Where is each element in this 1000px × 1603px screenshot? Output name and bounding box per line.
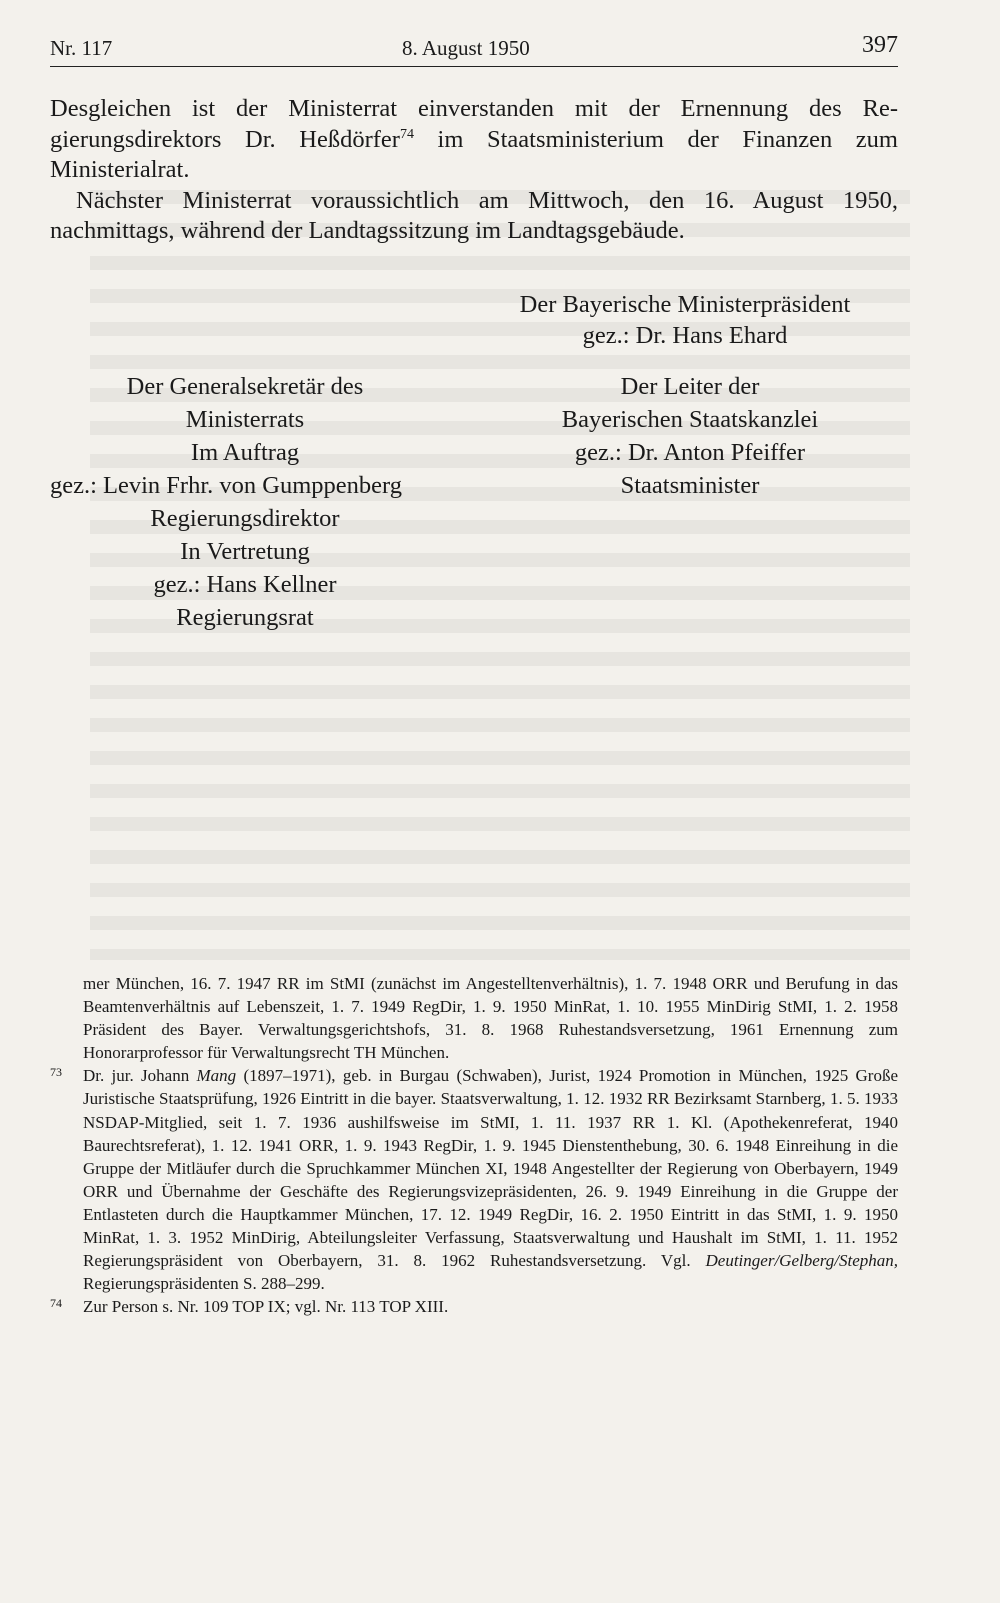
signature-secretary — [49, 370, 415, 634]
signature-line: gez.: Hans Kellner — [153, 571, 337, 598]
signature-line: Ministerrats — [185, 406, 305, 433]
paragraph-text: im Staatsministerium der Finanzen zum Ministerialrat. — [50, 125, 898, 183]
signature-name: gez.: Dr. Hans Ehard — [582, 321, 788, 349]
signature-line: Der Generalsekretär des — [126, 373, 364, 400]
footnote-text: Regierungspräsidenten S. 288–299. — [83, 1274, 325, 1294]
header-date: 8. August 1950 — [402, 36, 530, 60]
page-number: 397 — [862, 32, 898, 58]
paragraph-next-meeting: Nächster Ministerrat voraussichtlich am Mittwoch, den 16. August 1950, nachmittags, während der Landtagssitzung im Landtagsgebäude. — [50, 186, 898, 244]
signature-line: Regierungsrat — [176, 604, 314, 631]
paragraph-text: Desgleichen ist der Ministerrat einverstanden mit der Ernennung des Regierungsdirektors Dr. Heßdörfer — [50, 95, 898, 153]
signature-line: gez.: Dr. Anton Pfeiffer — [574, 439, 806, 466]
footnote-ref-74: 74 — [399, 126, 414, 142]
footnote-73 — [50, 1064, 899, 1295]
signature-title: Der Bayerische Ministerpräsident — [519, 291, 851, 318]
footnote-reference: Deutinger/Gelberg/Stephan, — [705, 1251, 898, 1271]
main-text — [50, 94, 898, 247]
signature-line: gez.: Levin Frhr. von Gumppenberg — [49, 472, 402, 499]
signature-line: Staatsminister — [620, 472, 760, 499]
signature-president — [490, 290, 880, 351]
footnote-text: Dr. jur. Johann — [83, 1066, 197, 1086]
footnotes — [50, 972, 898, 1318]
footnote-74 — [50, 1295, 898, 1318]
running-header — [50, 32, 898, 67]
signature-line: Im Auftrag — [190, 439, 300, 466]
footnote-person-name: Mang — [196, 1066, 237, 1086]
signature-line: Bayerischen Staatskanzlei — [561, 406, 819, 433]
signature-chancellery — [520, 370, 860, 502]
issue-number: Nr. 117 — [50, 36, 113, 60]
footnote-number: 74 — [50, 1296, 62, 1311]
signature-line: Regierungsdirektor — [150, 505, 340, 532]
footnote-text: Zur Person s. Nr. 109 TOP IX; vgl. Nr. 113 TOP XIII. — [83, 1297, 449, 1317]
signature-line: Der Leiter der — [620, 373, 760, 400]
paragraph-appointment — [50, 94, 898, 186]
signature-line: In Vertretung — [180, 538, 310, 565]
footnote-number: 73 — [50, 1065, 62, 1080]
footnote-continuation: mer München, 16. 7. 1947 RR im StMI (zunächst im Angestelltenverhältnis), 1. 7. 1948 ORR und Berufung in das Beamtenverhältnis auf Lebenszeit, 1. 7. 1949 RegDir, 1. 9. 1950 MinRat, 1. 10. 1955 MinDirig StMI, 1. 2. 1958 Präsident des Bayer. Verwaltungsgerichtshofs, 31. 8. 1968 Ruhestandsversetzung, 1961 Ernennung zum Honorarprofessor für Verwaltungsrecht TH München. — [83, 974, 898, 1063]
footnote-text: (1897–1971), geb. in Burgau (Schwaben), Jurist, 1924 Promotion in München, 1925 Große Juristische Staatsprüfung, 1926 Eintritt in die bayer. Staatsverwaltung, 1. 12. 1932 RR Bezirksamt Starnberg, 1. 5. 1933 NSDAP-Mitglied, seit 1. 7. 1936 aushilfsweise im StMI, 1. 11. 1937 RR 1. Kl. (Apothekenreferat, 1940 Baurechtsreferat), 1. 12. 1941 ORR, 1. 9. 1943 RegDir, 1. 9. 1945 Dienstenthebung, 30. 6. 1948 Einreihung in die Gruppe der Mitläufer durch die Spruchkammer München XI, 1948 Angestellter der Regierung von Oberbayern, 1949 ORR und Übernahme der Geschäfte des Regierungsvizepräsidenten, 26. 9. 1949 Einreihung in die Gruppe der Entlasteten durch die Hauptkammer München, 17. 12. 1949 RegDir, 16. 2. 1950 Eintritt in das StMI, 1. 9. 1950 MinRat, 1. 3. 1952 MinDirig, Abteilungsleiter Verfassung, Staatsverwaltung und Haushalt im StMI, 1. 11. 1952 Regierungspräsident von Oberbayern, 31. 8. 1962 Ruhestandsversetzung. Vgl. — [83, 1066, 899, 1271]
